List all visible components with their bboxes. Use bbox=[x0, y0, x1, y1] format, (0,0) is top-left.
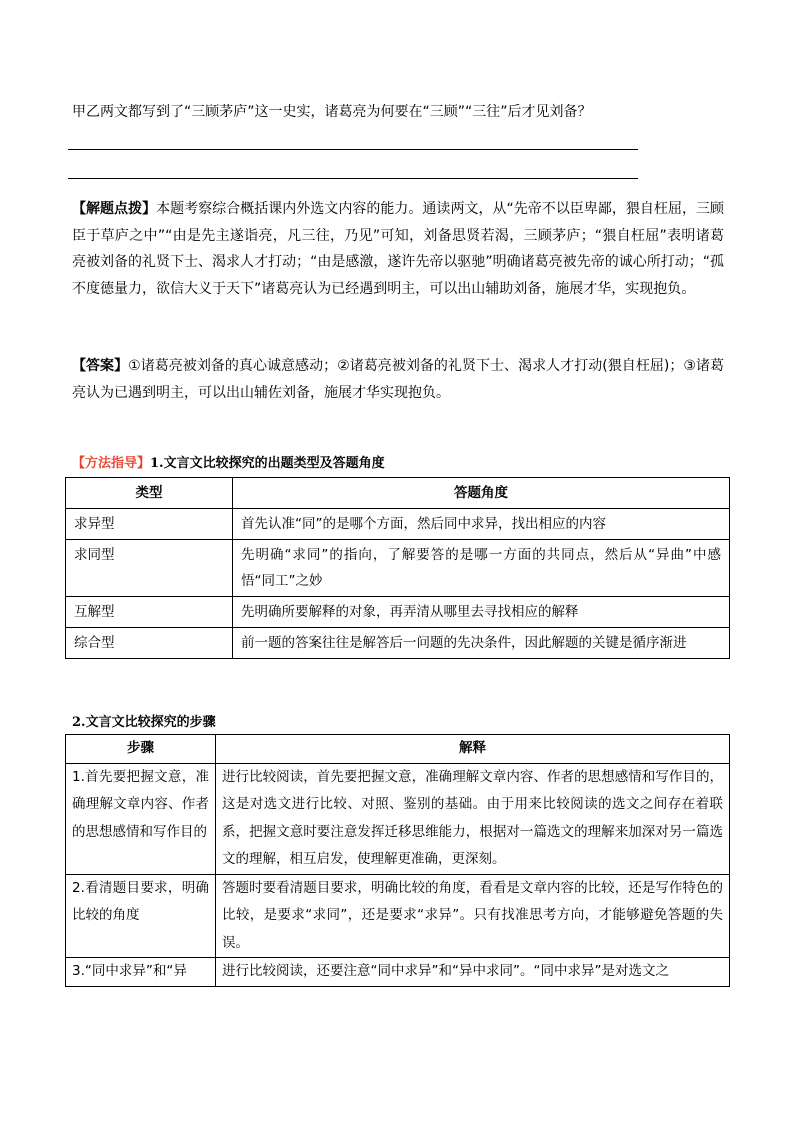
section1-heading bbox=[72, 452, 385, 471]
table-cell: 先明确所要解释的对象，再弄清从哪里去寻找相应的解释 bbox=[233, 597, 730, 628]
question-types-table bbox=[65, 477, 730, 659]
analysis-label: 【解题点拨】 bbox=[72, 201, 157, 217]
table-header-row bbox=[66, 478, 730, 509]
table-cell: 综合型 bbox=[66, 628, 233, 659]
table-row bbox=[66, 540, 730, 597]
table-row bbox=[66, 958, 730, 987]
table-cell: 进行比较阅读，首先要把握文意，准确理解文章内容、作者的思想感情和写作目的，这是对选文进行比较、对照、鉴别的基础。由于用来比较阅读的选文之间存在着联系，把握文意时要注意发挥迁移思维能力，根据对一篇选文的理解来加深对另一篇选文的理解，相互启发，使理解更准确，更深刻。 bbox=[216, 763, 730, 874]
section1-title: 1.文言文比较探究的出题类型及答题角度 bbox=[150, 456, 385, 471]
table-row bbox=[66, 874, 730, 958]
table-header-row bbox=[66, 735, 730, 764]
table-cell: 答题时要看清题目要求，明确比较的角度，看看是文章内容的比较，还是写作特色的比较，是要求“求同”，还是要求“求异”。只有找准思考方向，才能够避免答题的失误。 bbox=[216, 874, 730, 958]
answer-line-2 bbox=[68, 178, 638, 179]
table-cell: 互解型 bbox=[66, 597, 233, 628]
table-cell: 求同型 bbox=[66, 540, 233, 597]
table-row bbox=[66, 763, 730, 874]
table-cell: 求异型 bbox=[66, 509, 233, 540]
analysis-text: 本题考察综合概括课内外选文内容的能力。通读两文，从“先帝不以臣卑鄙，猥自枉屈，三顾臣于草庐之中”“由是先主遂诣亮，凡三往，乃见”可知，刘备思贤若渴，三顾茅庐；“猥自枉屈”表明诸葛亮被刘备的礼贤下士、渴求人才打动；“由是感激，遂许先帝以驱驰”明确诸葛亮被先帝的诚心所打动；“孤不度德量力，欲信大义于天下”诸葛亮认为已经遇到明主，可以出山辅助刘备，施展才华，实现抱负。 bbox=[72, 201, 724, 297]
answer-paragraph bbox=[72, 353, 724, 406]
table-cell: 进行比较阅读，还要注意“同中求异”和“异中求同”。“同中求异”是对选文之 bbox=[216, 958, 730, 987]
method-tag: 【方法指导】 bbox=[72, 456, 151, 471]
table-cell: 先明确“求同”的指向，了解要答的是哪一方面的共同点，然后从“异曲”中感悟“同工”之妙 bbox=[233, 540, 730, 597]
section2-heading: 2.文言文比较探究的步骤 bbox=[72, 715, 216, 730]
table-row bbox=[66, 628, 730, 659]
question-text: 甲乙两文都写到了“三顾茅庐”这一史实，诸葛亮为何要在“三顾”“三往”后才见刘备？ bbox=[72, 104, 592, 120]
table-cell: 首先认准“同”的是哪个方面，然后同中求异，找出相应的内容 bbox=[233, 509, 730, 540]
analysis-paragraph bbox=[72, 196, 724, 302]
table-cell: 2.看清题目要求，明确比较的角度 bbox=[66, 874, 216, 958]
table-header: 类型 bbox=[66, 478, 233, 509]
table-row bbox=[66, 597, 730, 628]
table-header: 答题角度 bbox=[233, 478, 730, 509]
table-row bbox=[66, 509, 730, 540]
table-cell: 1.首先要把握文意，准确理解文章内容、作者的思想感情和写作目的 bbox=[66, 763, 216, 874]
answer-text: ①诸葛亮被刘备的真心诚意感动；②诸葛亮被刘备的礼贤下士、渴求人才打动(猥自枉屈)；③诸葛亮认为已遇到明主，可以出山辅佐刘备，施展才华实现抱负。 bbox=[72, 358, 724, 401]
answer-label: 【答案】 bbox=[72, 358, 129, 374]
table-cell: 3.“同中求异”和“异 bbox=[66, 958, 216, 987]
answer-line-1 bbox=[68, 149, 638, 150]
steps-table bbox=[65, 734, 730, 987]
table-cell: 前一题的答案往往是解答后一问题的先决条件，因此解题的关键是循序渐进 bbox=[233, 628, 730, 659]
table-header: 解释 bbox=[216, 735, 730, 764]
table-header: 步骤 bbox=[66, 735, 216, 764]
